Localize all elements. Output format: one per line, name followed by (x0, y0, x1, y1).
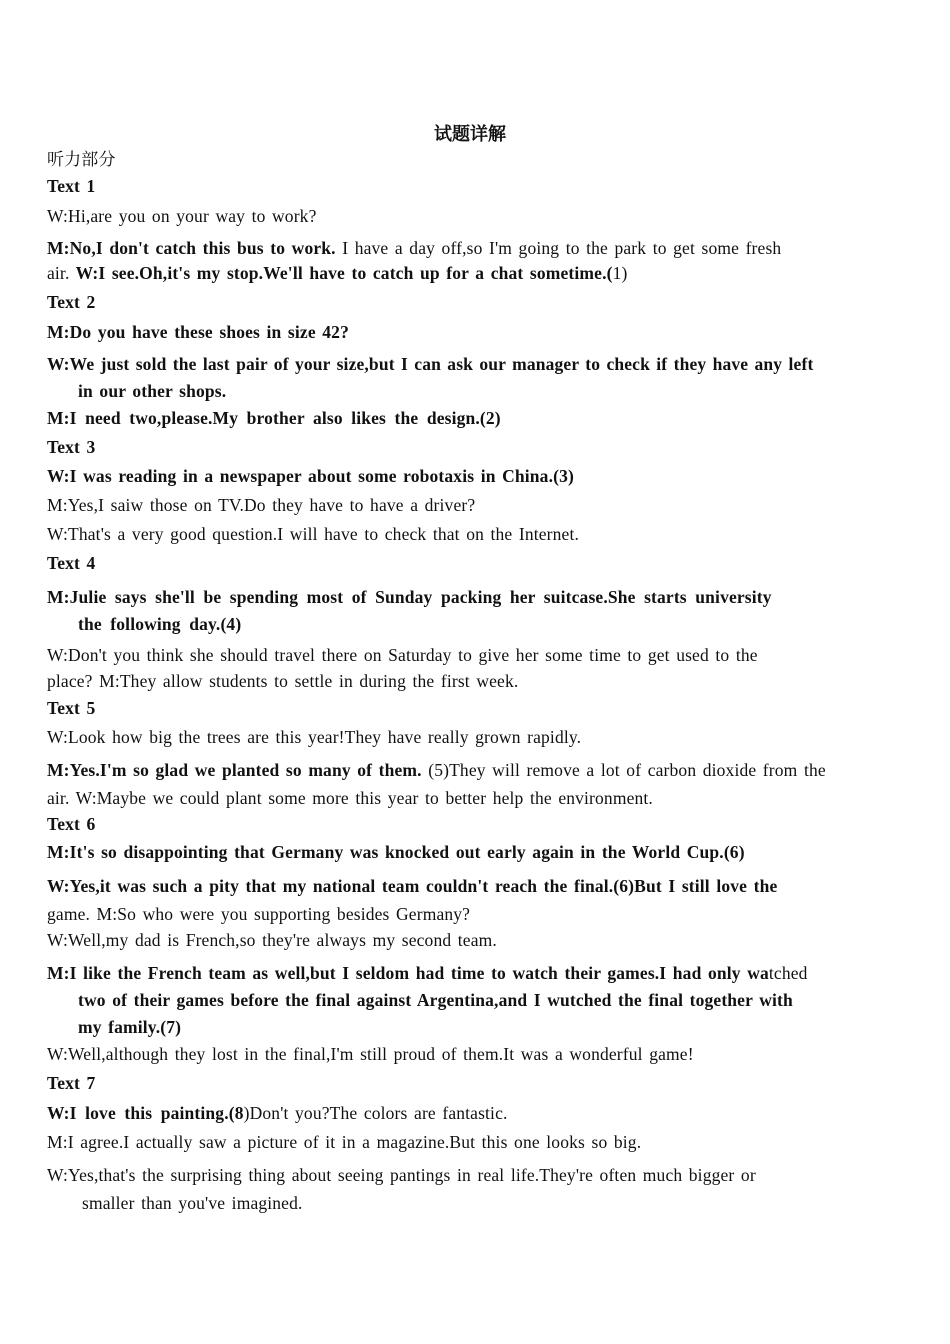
dialogue-bold-part: M:I like the French team as well,but I seldom had time to watch their games.I had only wa (47, 963, 769, 983)
dialogue-bold-part: M:No,I don't catch this bus to work. (47, 238, 336, 258)
dialogue-line: W:Well,although they lost in the final,I'm still proud of them.It was a wonderful game! (47, 1044, 694, 1064)
dialogue-bold-part: W:I love this painting.(8 (47, 1103, 244, 1123)
page-title: 试题详解 (434, 124, 506, 145)
dialogue-line: W:Don't you think she should travel there on Saturday to give her some time to get used to the (47, 645, 758, 665)
dialogue-line-continued: the following day.(4) (78, 614, 242, 634)
dialogue-plain-part: tched (768, 963, 808, 983)
dialogue-line: W:That's a very good question.I will have to check that on the Internet. (47, 524, 580, 544)
dialogue-plain-part: (5)They will remove a lot of carbon dioxide from the (421, 760, 826, 780)
dialogue-line: W:Look how big the trees are this year!They have really grown rapidly. (47, 727, 582, 747)
dialogue-plain-part: air. (47, 263, 70, 283)
dialogue-line (47, 1101, 508, 1125)
dialogue-line: M:I need two,please.My brother also likes the design.(2) (47, 408, 501, 428)
dialogue-plain-part: 1) (612, 263, 628, 283)
dialogue-line-continued: in our other shops. (78, 381, 227, 401)
dialogue-line-continued: two of their games before the final against Argentina,and I wutched the final together with (78, 990, 793, 1010)
dialogue-bold-part: W:I see.Oh,it's my stop.We'll have to catch up for a chat sometime.( (69, 263, 613, 283)
text-heading-5: Text 5 (47, 698, 96, 718)
dialogue-line (47, 758, 826, 782)
dialogue-line (47, 261, 627, 285)
text-heading-1: Text 1 (47, 176, 96, 196)
dialogue-line: game. M:So who were you supporting besides Germany? (47, 904, 471, 924)
dialogue-line: air. W:Maybe we could plant some more this year to better help the environment. (47, 788, 653, 808)
text-heading-2: Text 2 (47, 292, 96, 312)
dialogue-plain-part: )Don't you?The colors are fantastic. (243, 1103, 508, 1123)
dialogue-line: W:Hi,are you on your way to work? (47, 206, 317, 226)
dialogue-line: W:Well,my dad is French,so they're always my second team. (47, 930, 497, 950)
text-heading-6: Text 6 (47, 814, 96, 834)
section-heading: 听力部分 (47, 150, 116, 170)
text-heading-3: Text 3 (47, 437, 96, 457)
text-heading-4: Text 4 (47, 553, 96, 573)
dialogue-line: M:Yes,I saiw those on TV.Do they have to have a driver? (47, 495, 476, 515)
text-heading-7: Text 7 (47, 1073, 96, 1093)
dialogue-line (47, 961, 808, 985)
dialogue-plain-part: I have a day off,so I'm going to the park to get some fresh (335, 238, 782, 258)
dialogue-line: M:I agree.I actually saw a picture of it in a magazine.But this one looks so big. (47, 1132, 642, 1152)
dialogue-line: M:Do you have these shoes in size 42? (47, 322, 349, 342)
dialogue-line: W:We just sold the last pair of your size,but I can ask our manager to check if they have any left (47, 354, 814, 374)
dialogue-line: M:It's so disappointing that Germany was knocked out early again in the World Cup.(6) (47, 842, 745, 862)
dialogue-bold-part: M:Yes.I'm so glad we planted so many of them. (47, 760, 422, 780)
dialogue-line: M:Julie says she'll be spending most of Sunday packing her suitcase.She starts university (47, 587, 772, 607)
dialogue-line-continued: my family.(7) (78, 1017, 182, 1037)
dialogue-line: place? M:They allow students to settle in during the first week. (47, 671, 519, 691)
dialogue-line (47, 236, 781, 260)
dialogue-line: W:Yes,that's the surprising thing about seeing pantings in real life.They're often much bigger or (47, 1165, 756, 1185)
dialogue-line: W:Yes,it was such a pity that my national team couldn't reach the final.(6)But I still love the (47, 876, 778, 896)
dialogue-line: W:I was reading in a newspaper about some robotaxis in China.(3) (47, 466, 574, 486)
dialogue-line-continued: smaller than you've imagined. (82, 1193, 303, 1213)
